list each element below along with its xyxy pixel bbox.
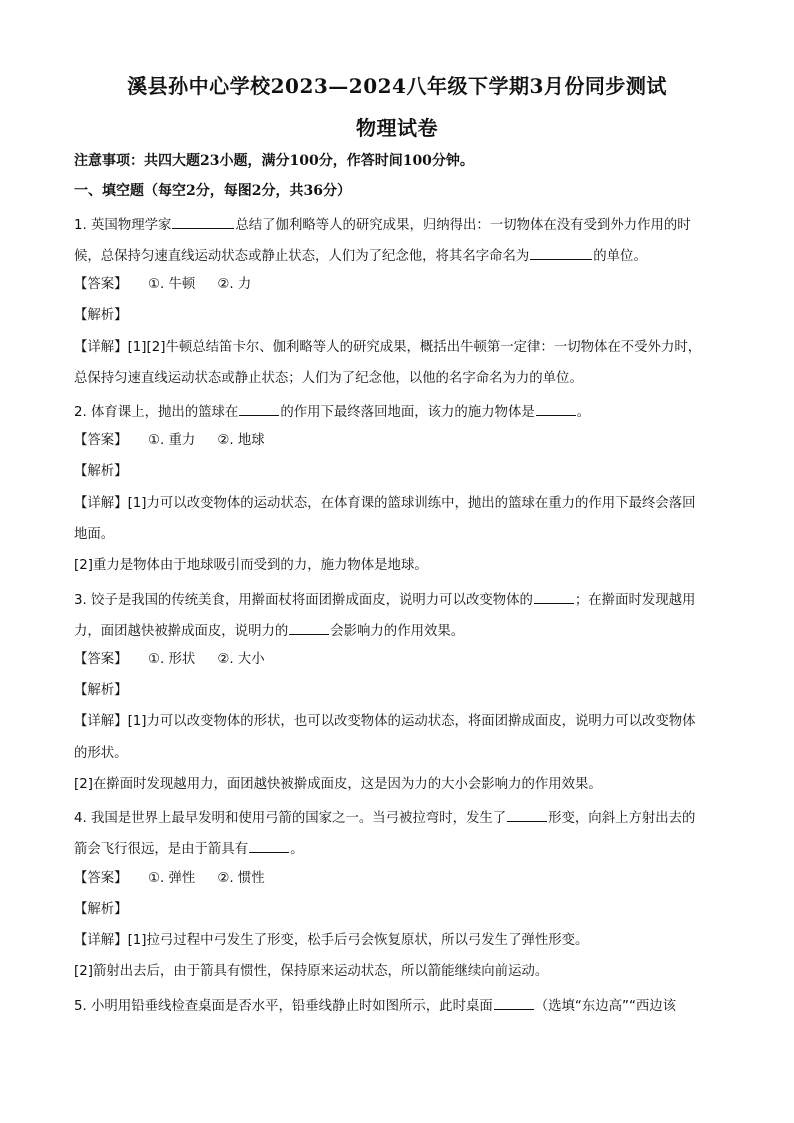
question-4-line-1 [74,807,724,828]
q2-detail-text-1: [1]力可以改变物体的运动状态，在体育课的篮球训练中，抛出的篮球在重力的作用下最终会落回 [127,496,696,511]
q2-detail-line-3: [2]重力是物体由于地球吸引而受到的力，施力物体是地球。 [74,558,428,573]
answer-blank [249,838,289,853]
q3-detail-line-1 [74,713,724,731]
answer-blank [507,807,547,822]
q1-answer-row [74,276,724,294]
q4-text-b: 形变，向斜上方射出去的 [548,811,696,826]
q4-detail-line-2: [2]箭射出去后，由于箭具有惯性，保持原来运动状态，所以箭能继续向前运动。 [74,964,549,979]
q4-text-c: 箭会飞行很远，是由于箭具有 [74,842,249,857]
q4-answer-2: ②. 惯性 [217,871,265,886]
question-1-line-2 [74,245,724,266]
question-5-line-1 [74,995,724,1016]
q3-analysis-label: 【解析】 [74,683,128,698]
q2-answer-row [74,432,724,450]
question-4-line-2 [74,838,724,859]
q3-detail-text-1: [1]力可以改变物体的形状，也可以改变物体的运动状态，将面团擀成面皮，说明力可以改变物体 [127,714,696,729]
q2-text-b: 的作用下最终落回地面，该力的施力物体是 [280,405,535,420]
q1-detail-text-1: [1][2]牛顿总结笛卡尔、伽利略等人的研究成果，概括出牛顿第一定律：一切物体在不受外力时， [127,340,702,355]
answer-blank [530,245,592,260]
q1-text-d: 的单位。 [593,249,647,264]
q2-analysis-label: 【解析】 [74,464,128,479]
answer-blank [494,995,534,1010]
answer-label: 【答案】 [74,277,128,292]
q3-detail-line-2: 的形状。 [74,746,128,761]
answer-blank [534,589,574,604]
q2-text-a: 2. 体育课上，抛出的篮球在 [74,405,239,420]
detail-label: 【详解】 [74,714,128,729]
q2-answer-2: ②. 地球 [217,433,265,448]
answer-blank [172,214,234,229]
question-3-line-2 [74,620,724,641]
detail-label: 【详解】 [74,496,128,511]
q3-text-b: ；在擀面时发现越用 [574,593,696,608]
q3-text-a: 3. 饺子是我国的传统美食，用擀面杖将面团擀成面皮，说明力可以改变物体的 [74,593,533,608]
answer-blank [239,401,279,416]
q1-answer-2: ②. 力 [217,277,252,292]
q4-text-a: 4. 我国是世界上最早发明和使用弓箭的国家之一。当弓被拉弯时，发生了 [74,811,507,826]
q1-detail-line-1 [74,339,724,357]
q2-text-c: 。 [576,405,591,420]
q3-answer-2: ②. 大小 [217,652,265,667]
question-2-line-1 [74,401,724,422]
q4-text-d: 。 [290,842,304,857]
answer-label: 【答案】 [74,652,128,667]
answer-blank [289,620,329,635]
q1-analysis-label: 【解析】 [74,308,128,323]
q1-detail-line-2: 总保持匀速直线运动状态或静止状态；人们为了纪念他，以他的名字命名为力的单位。 [74,371,583,386]
page-title: 溪县孙中心学校2023—2024八年级下学期3月份同步测试 [127,74,667,98]
q3-answer-1: ①. 形状 [148,652,196,667]
q1-text-c: 候，总保持匀速直线运动状态或静止状态，人们为了纪念他，将其名字命名为 [74,249,530,264]
section-heading: 一、填空题（每空2分，每图2分，共36分） [74,183,351,199]
q1-text-a: 1. 英国物理学家 [74,218,172,233]
notice-text: 注意事项：共四大题23小题，满分100分，作答时间100分钟。 [74,153,474,169]
q3-detail-line-3: [2]在擀面时发现越用力，面团越快被擀成面皮，这是因为力的大小会影响力的作用效果。 [74,777,602,792]
q5-text-a: 5. 小明用铅垂线检查桌面是否水平，铅垂线静止时如图所示，此时桌面 [74,999,493,1014]
answer-label: 【答案】 [74,871,128,886]
q3-text-d: 会影响力的作用效果。 [330,624,465,639]
q2-detail-line-2: 地面。 [74,527,115,542]
q1-answer-1: ①. 牛顿 [148,277,196,292]
q3-answer-row [74,651,724,669]
q2-detail-line-1 [74,495,724,513]
q4-detail-line-1 [74,932,724,950]
q4-answer-1: ①. 弹性 [148,871,196,886]
q4-analysis-label: 【解析】 [74,902,128,917]
answer-blank [536,401,576,416]
question-1-line-1 [74,214,724,235]
detail-label: 【详解】 [74,933,128,948]
q5-text-b: （选填“东边高”“西边该 [534,999,677,1014]
question-3-line-1 [74,589,724,610]
q4-answer-row [74,870,724,888]
q2-answer-1: ①. 重力 [148,433,196,448]
answer-label: 【答案】 [74,433,128,448]
detail-label: 【详解】 [74,340,128,355]
q3-text-c: 力，面团越快被擀成面皮，说明力的 [74,624,289,639]
page-subtitle: 物理试卷 [356,116,438,140]
q1-text-b: 总结了伽利略等人的研究成果，归纳得出：一切物体在没有受到外力作用的时 [235,218,691,233]
q4-detail-text-1: [1]拉弓过程中弓发生了形变，松手后弓会恢复原状，所以弓发生了弹性形变。 [127,933,589,948]
